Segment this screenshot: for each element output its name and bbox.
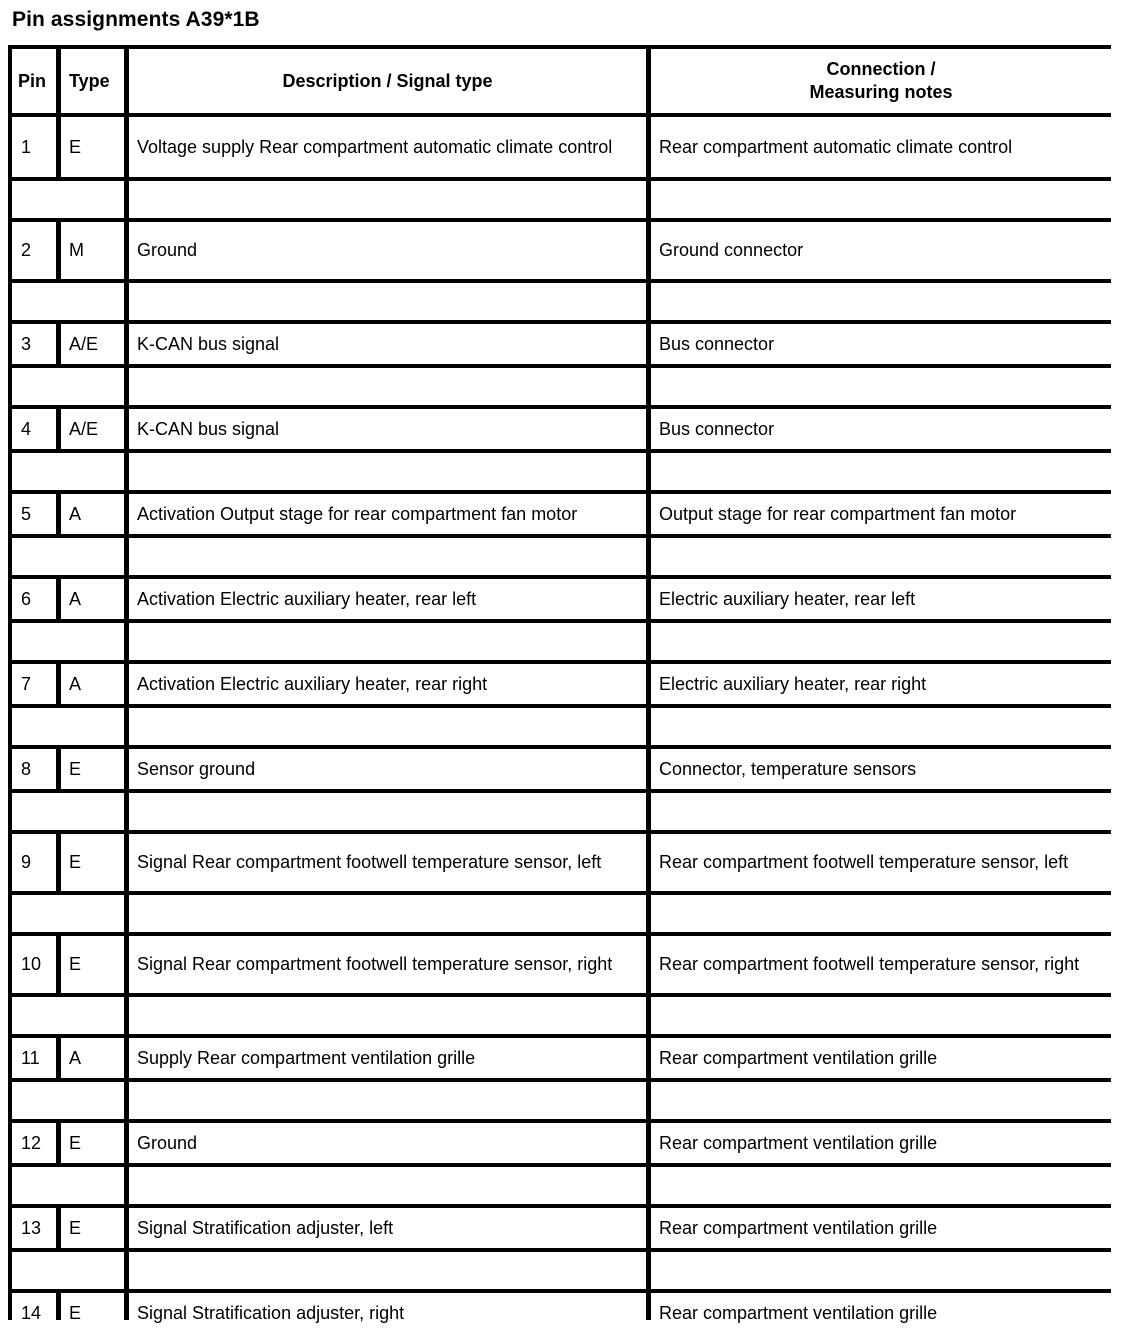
pin-connection: Ground connector — [651, 222, 1111, 279]
pin-description: Voltage supply Rear compartment automatic climate control — [129, 117, 646, 177]
pin-connection: Connector, temperature sensors — [651, 749, 1111, 789]
pin-description: Ground — [129, 222, 646, 279]
pin-description: K-CAN bus signal — [129, 324, 646, 364]
pin-number: 11 — [12, 1038, 56, 1078]
header-pin: Pin — [12, 49, 56, 113]
pin-type: A — [61, 494, 124, 534]
spacer-cell — [12, 453, 124, 490]
spacer-cell — [651, 895, 1111, 932]
pin-number: 5 — [12, 494, 56, 534]
header-connection-line1: Connection / — [826, 59, 936, 79]
pin-number: 10 — [12, 936, 56, 993]
header-type: Type — [61, 49, 124, 113]
header-connection-line2: Measuring notes — [809, 82, 953, 102]
spacer-cell — [12, 1082, 124, 1119]
spacer-cell — [651, 283, 1111, 320]
pin-number: 1 — [12, 117, 56, 177]
pin-assignment-table — [8, 45, 1111, 1323]
pin-connection: Bus connector — [651, 409, 1111, 449]
spacer-cell — [129, 1082, 646, 1119]
spacer-cell — [129, 1167, 646, 1204]
pin-type: E — [61, 834, 124, 891]
pin-description: K-CAN bus signal — [129, 409, 646, 449]
pin-connection: Electric auxiliary heater, rear right — [651, 664, 1111, 704]
spacer-cell — [651, 1167, 1111, 1204]
spacer-cell — [651, 793, 1111, 830]
pin-type: E — [61, 117, 124, 177]
spacer-cell — [12, 368, 124, 405]
spacer-cell — [129, 453, 646, 490]
pin-connection: Rear compartment ventilation grille — [651, 1038, 1111, 1078]
pin-number: 9 — [12, 834, 56, 891]
spacer-cell — [129, 368, 646, 405]
spacer-cell — [129, 1252, 646, 1289]
pin-number: 7 — [12, 664, 56, 704]
pin-type: A — [61, 579, 124, 619]
pin-type: E — [61, 1293, 124, 1333]
spacer-cell — [12, 1252, 124, 1289]
spacer-cell — [651, 368, 1111, 405]
pin-type: A/E — [61, 409, 124, 449]
pin-type: A — [61, 664, 124, 704]
pin-connection: Output stage for rear compartment fan motor — [651, 494, 1111, 534]
spacer-cell — [651, 997, 1111, 1034]
spacer-cell — [129, 793, 646, 830]
pin-description: Activation Electric auxiliary heater, rear left — [129, 579, 646, 619]
pin-number: 13 — [12, 1208, 56, 1248]
pin-connection: Electric auxiliary heater, rear left — [651, 579, 1111, 619]
pin-description: Signal Rear compartment footwell temperature sensor, left — [129, 834, 646, 891]
pin-description: Ground — [129, 1123, 646, 1163]
pin-connection: Bus connector — [651, 324, 1111, 364]
spacer-cell — [129, 181, 646, 218]
spacer-cell — [12, 708, 124, 745]
pin-description: Supply Rear compartment ventilation grille — [129, 1038, 646, 1078]
pin-connection: Rear compartment ventilation grille — [651, 1293, 1111, 1333]
pin-type: M — [61, 222, 124, 279]
pin-type: E — [61, 749, 124, 789]
spacer-cell — [12, 793, 124, 830]
pin-connection: Rear compartment footwell temperature sensor, right — [651, 936, 1111, 993]
pin-description: Activation Electric auxiliary heater, rear right — [129, 664, 646, 704]
spacer-cell — [12, 538, 124, 575]
spacer-cell — [129, 623, 646, 660]
pin-type: E — [61, 1123, 124, 1163]
pin-connection: Rear compartment ventilation grille — [651, 1123, 1111, 1163]
pin-description: Signal Rear compartment footwell temperature sensor, right — [129, 936, 646, 993]
pin-connection: Rear compartment ventilation grille — [651, 1208, 1111, 1248]
spacer-cell — [651, 708, 1111, 745]
spacer-cell — [12, 283, 124, 320]
pin-description: Sensor ground — [129, 749, 646, 789]
pin-type: E — [61, 936, 124, 993]
spacer-cell — [651, 623, 1111, 660]
pin-type: A/E — [61, 324, 124, 364]
pin-number: 2 — [12, 222, 56, 279]
spacer-cell — [129, 283, 646, 320]
spacer-cell — [12, 997, 124, 1034]
page-title: Pin assignments A39*1B — [12, 8, 260, 31]
pin-type: A — [61, 1038, 124, 1078]
spacer-cell — [651, 538, 1111, 575]
spacer-cell — [12, 1167, 124, 1204]
pin-connection: Rear compartment footwell temperature sensor, left — [651, 834, 1111, 891]
spacer-cell — [12, 181, 124, 218]
spacer-cell — [12, 623, 124, 660]
spacer-cell — [651, 453, 1111, 490]
spacer-cell — [129, 538, 646, 575]
pin-number: 6 — [12, 579, 56, 619]
pin-description: Signal Stratification adjuster, right — [129, 1293, 646, 1333]
header-description: Description / Signal type — [129, 49, 646, 113]
spacer-cell — [12, 895, 124, 932]
pin-type: E — [61, 1208, 124, 1248]
pin-number: 3 — [12, 324, 56, 364]
pin-number: 4 — [12, 409, 56, 449]
pin-description: Signal Stratification adjuster, left — [129, 1208, 646, 1248]
spacer-cell — [651, 1252, 1111, 1289]
spacer-cell — [129, 997, 646, 1034]
header-connection — [651, 49, 1111, 113]
spacer-cell — [129, 895, 646, 932]
spacer-cell — [129, 708, 646, 745]
pin-connection: Rear compartment automatic climate control — [651, 117, 1111, 177]
pin-description: Activation Output stage for rear compartment fan motor — [129, 494, 646, 534]
pin-number: 14 — [12, 1293, 56, 1333]
spacer-cell — [651, 1082, 1111, 1119]
pin-number: 8 — [12, 749, 56, 789]
header-connection-text — [809, 58, 952, 104]
spacer-cell — [651, 181, 1111, 218]
pin-number: 12 — [12, 1123, 56, 1163]
